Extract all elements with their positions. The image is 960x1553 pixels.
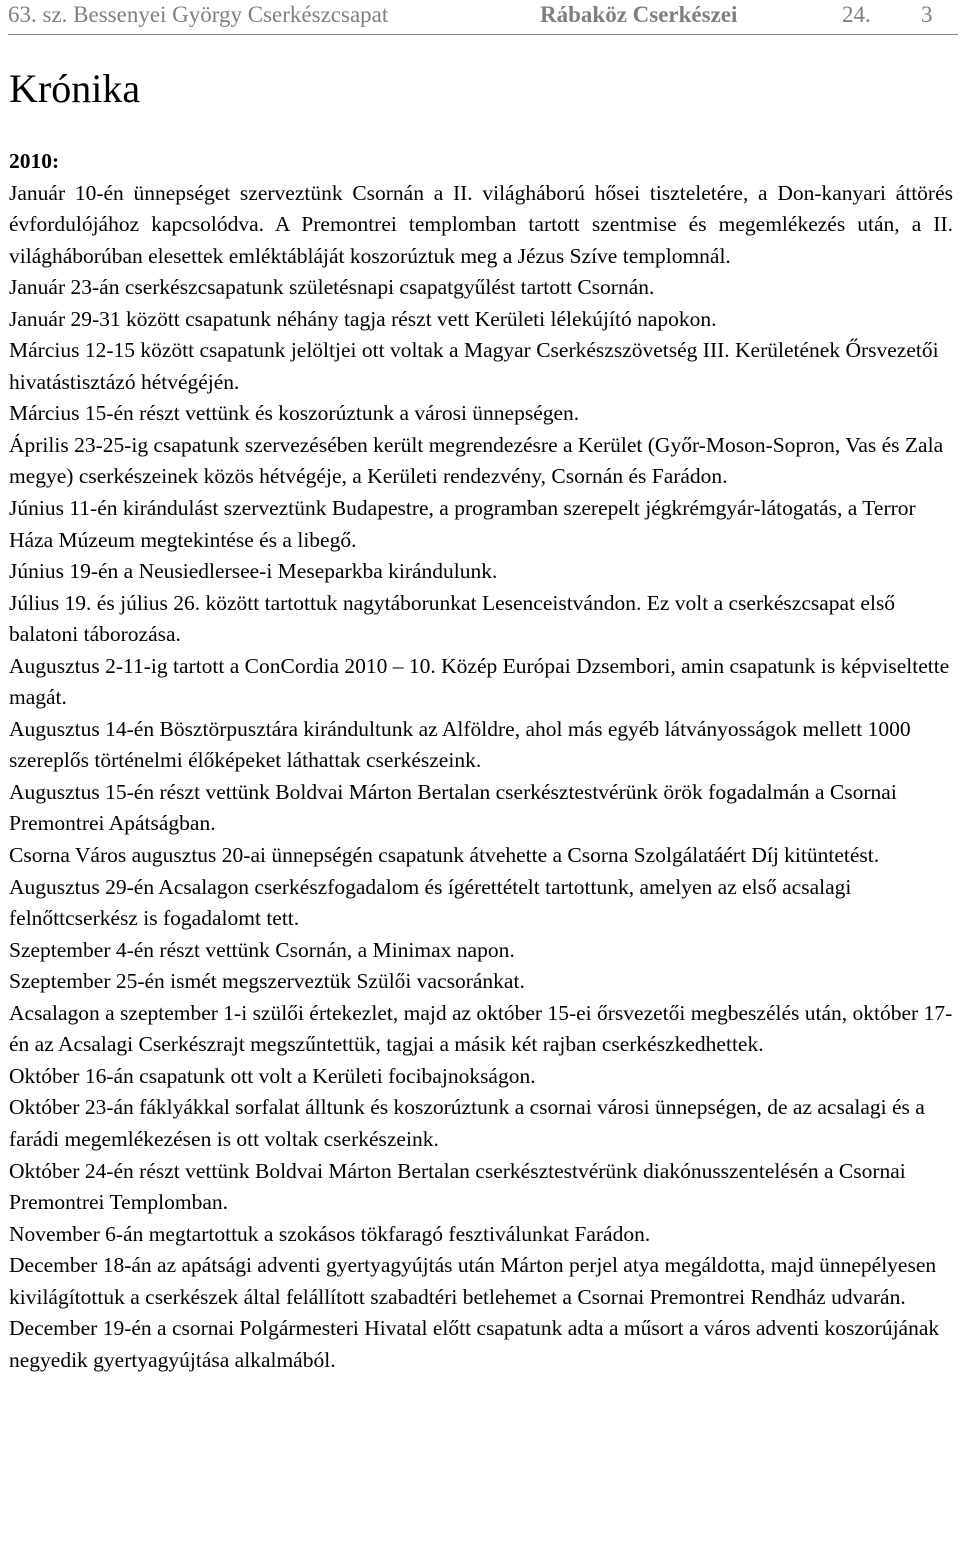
chronicle-entry: December 18-án az apátsági adventi gyertyagyújtás után Márton perjel atya megáldotta, majd ünnepélyesen kivilágítottuk a cserkészek által felállított szabadtéri betlehemet a Csornai Premontrei Rendház udvarán.	[9, 1253, 937, 1309]
chronicle-entry: November 6-án megtartottuk a szokásos tökfaragó fesztiválunkat Farádon.	[9, 1221, 651, 1246]
chronicle-entry: Augusztus 29-én Acsalagon cserkészfogadalom és ígérettételt tartottunk, amelyen az első acsalagi felnőttcserkész is fogadalomt tett.	[9, 874, 852, 931]
publication-title: Rábaköz Cserkészei	[540, 2, 738, 27]
chronicle-entry: Csorna Város augusztus 20-ai ünnepségén csapatunk átvehette a Csorna Szolgálatáért Díj kitüntetést.	[9, 843, 880, 868]
chronicle-entry: Június 19-én a Neusiedlersee-i Meseparkba kirándulunk.	[9, 559, 498, 584]
chronicle-entry: Január 10-én ünnepséget szerveztünk Csornán a II. világháború hősei tiszteletére, a Don-kanyari áttörés évfordulójához kapcsolódva. A Premontrei templomban tartott szentmise és megemlékezés után, a II. világháborúban elesettek emléktábláját koszorúztuk meg a Jézus Szíve templomnál.	[9, 180, 953, 268]
chronicle-entry: Augusztus 14-én Bösztörpusztára kirándultunk az Alföldre, ahol más egyéb látványosságok mellett 1000 szereplős történelmi élőképeket láthattak cserkészeink.	[9, 716, 911, 773]
page-title: Krónika	[9, 66, 141, 111]
chronicle-entry: Szeptember 25-én ismét megszerveztük Szülői vacsoránkat.	[9, 969, 525, 994]
chronicle-entry: Október 24-én részt vettünk Boldvai Márton Bertalan cserkésztestvérünk diakónusszentelésén a Csornai Premontrei Templomban.	[9, 1158, 906, 1215]
chronicle-content	[9, 146, 953, 1376]
page-number: 3	[921, 2, 933, 27]
chronicle-entry: Január 29-31 között csapatunk néhány tagja részt vett Kerületi lélekújító napokon.	[9, 306, 717, 331]
chronicle-entry: December 19-én a csornai Polgármesteri Hivatal előtt csapatunk adta a műsort a város adventi koszorújának negyedik gyertyagyújtása alkalmából.	[9, 1316, 940, 1372]
chronicle-entry: Acsalagon a szeptember 1-i szülői értekezlet, majd az október 15-ei őrsvezetői megbeszélés után, október 17-én az Acsalagi Cserkészrajt megszűntettük, tagjai a másik két rajban cserkészkedhettek.	[9, 1000, 953, 1057]
year-heading: 2010:	[9, 149, 60, 173]
chronicle-entry: Március 12-15 között csapatunk jelöltjei ott voltak a Magyar Cserkészszövetség III. Kerületének Őrsvezetői hivatástisztázó hétvégéjén.	[9, 338, 939, 394]
chronicle-entry: Április 23-25-ig csapatunk szervezésében került megrendezésre a Kerület (Győr-Moson-Sopron, Vas és Zala megye) cserkészeinek közös hétvégéje, a Kerületi rendezvény, Csornán és Farádon.	[9, 432, 944, 489]
chronicle-entry: Június 11-én kirándulást szerveztünk Budapestre, a programban szerepelt jégkrémgyár-látogatás, a Terror Háza Múzeum megtekintése és a libegő.	[9, 496, 916, 552]
chronicle-entry: Március 15-én részt vettünk és koszorúztunk a városi ünnepségen.	[9, 401, 580, 426]
issue-number: 24.	[842, 2, 871, 27]
chronicle-entry: Július 19. és július 26. között tartottuk nagytáborunkat Lesenceistvándon. Ez volt a cserkészcsapat első balatoni táborozása.	[9, 590, 896, 647]
chronicle-entry: Január 23-án cserkészcsapatunk születésnapi csapatgyűlést tartott Csornán.	[9, 275, 655, 300]
chronicle-entry: Szeptember 4-én részt vettünk Csornán, a Minimax napon.	[9, 937, 515, 962]
chronicle-entry: Október 16-án csapatunk ott volt a Kerületi focibajnokságon.	[9, 1063, 536, 1088]
chronicle-entry: Augusztus 2-11-ig tartott a ConCordia 2010 – 10. Közép Európai Dzsembori, amin csapatunk is képviseltette magát.	[9, 653, 950, 710]
chronicle-entry: Október 23-án fáklyákkal sorfalat álltunk és koszorúztunk a csornai városi ünnepségen, de az acsalagi és a farádi megemlékezésen is ott voltak cserkészeink.	[9, 1095, 925, 1151]
troop-name: 63. sz. Bessenyei György Cserkészcsapat	[8, 2, 389, 27]
chronicle-entry: Augusztus 15-én részt vettünk Boldvai Márton Bertalan cserkésztestvérünk örök fogadalmán a Csornai Premontrei Apátságban.	[9, 779, 897, 836]
page-header	[8, 0, 958, 35]
